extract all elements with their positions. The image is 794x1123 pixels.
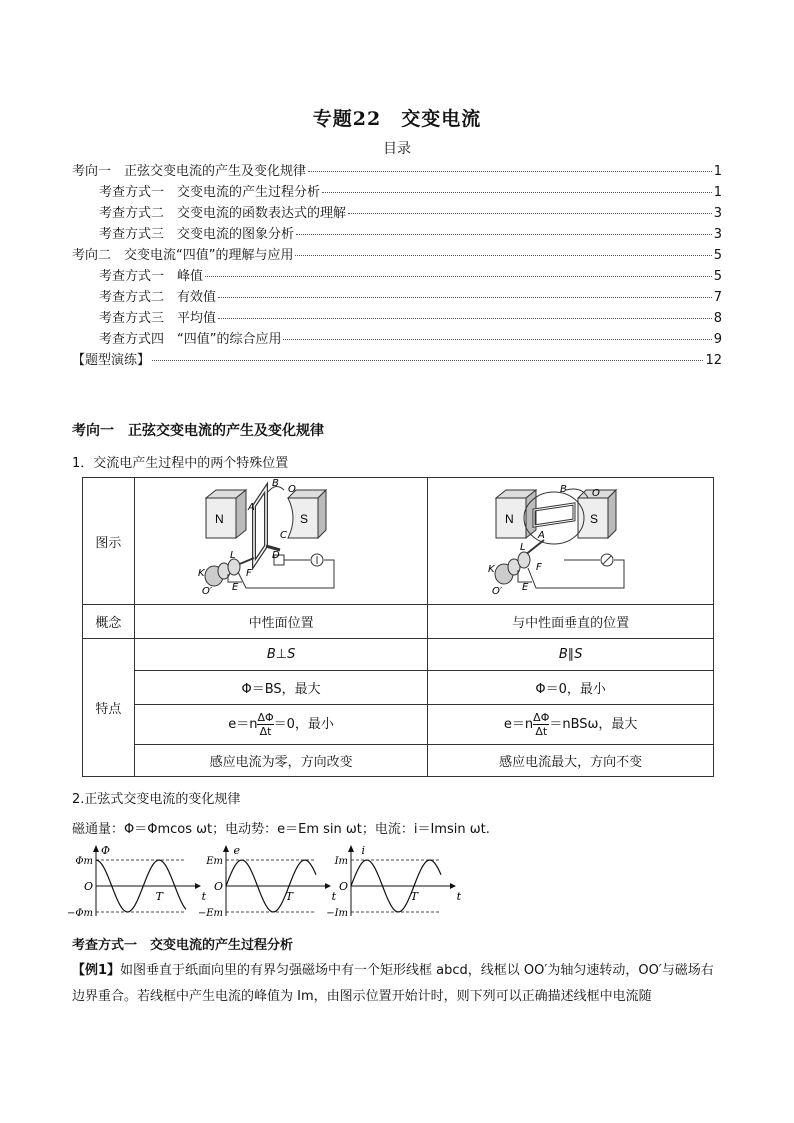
toc-entry[interactable] <box>72 202 722 223</box>
formulas: 磁通量：Φ＝Φmcos ωt；电动势：e＝Em sin ωt；电流：i＝Imsin ωt. <box>72 822 490 837</box>
toc-entry-page: 7 <box>713 290 722 305</box>
period-label: T <box>285 890 293 903</box>
table-row <box>83 671 714 705</box>
feature-right-1: B∥S <box>428 639 714 671</box>
x-axis-label: t <box>456 890 461 903</box>
toc-leader-dots <box>152 360 703 361</box>
label-b: B <box>559 484 567 495</box>
table-row <box>83 605 714 639</box>
label-a: A <box>537 530 545 541</box>
toc-entry-page: 5 <box>713 269 722 284</box>
toc-entry-text: 考向一 正弦交变电流的产生及变化规律 <box>72 164 307 179</box>
subheading: 考查方式一 交变电流的产生过程分析 <box>72 938 294 953</box>
toc-entry[interactable] <box>72 223 722 244</box>
x-axis-arrow <box>325 883 331 889</box>
toc-entry-page: 5 <box>713 248 722 263</box>
feature-left-4: 感应电流为零，方向改变 <box>134 745 428 777</box>
feature-right-2: Φ＝0，最小 <box>428 671 714 705</box>
label-e: E <box>232 582 239 593</box>
label-s: S <box>300 512 309 526</box>
toc-entry-text: 【题型演练】 <box>72 353 151 368</box>
label-c: C <box>280 530 288 541</box>
toc-leader-dots <box>218 318 712 319</box>
toc-entry-text: 考查方式一 交变电流的产生过程分析 <box>99 185 321 200</box>
generator-diagram-right <box>428 478 714 605</box>
toc-leader-dots <box>295 255 711 256</box>
feature-left-1: B⊥S <box>134 639 428 671</box>
emf-prefix: e＝n <box>228 717 258 732</box>
table-row <box>83 705 714 745</box>
y-axis-arrow <box>348 845 354 852</box>
toc-entry-page: 3 <box>713 227 722 242</box>
x-axis-arrow <box>195 883 201 889</box>
fraction <box>533 711 549 738</box>
y-axis-label: i <box>361 844 365 857</box>
peak-label: Em <box>206 856 223 867</box>
toc-entry-text: 考查方式四 “四值”的综合应用 <box>99 332 282 347</box>
toc-leader-dots <box>283 339 711 340</box>
row-label-feature: 特点 <box>83 639 135 777</box>
concept-left: 中性面位置 <box>134 605 428 639</box>
example-label: 【例1】 <box>72 963 121 978</box>
label-k: K <box>198 568 205 579</box>
toc-entry-text: 考查方式一 峰值 <box>99 269 204 284</box>
label-o: O <box>288 484 296 495</box>
label-n: N <box>215 512 224 526</box>
generator-diagram-right-svg <box>466 478 676 600</box>
y-axis-arrow <box>223 845 229 852</box>
label-l: L <box>519 542 526 553</box>
fraction-denominator: Δt <box>259 725 272 738</box>
toc-heading: 目录 <box>383 141 411 157</box>
fraction-numerator: ΔΦ <box>533 711 550 724</box>
fraction <box>257 711 273 738</box>
toc-leader-dots <box>218 297 712 298</box>
label-e: E <box>521 582 528 593</box>
label-l: L <box>230 550 236 561</box>
point-1: 1．交流电产生过程中的两个特殊位置 <box>72 456 289 471</box>
section-heading: 考向一 正弦交变电流的产生及变化规律 <box>72 423 324 439</box>
example-text: 如图垂直于纸面向里的有界匀强磁场中有一个矩形线框 abcd，线框以 OO′为轴匀速转动，OO′与磁场右边界重合。若线框中产生电流的峰值为 Im，由图示位置开始计时，则下列可以正确描述线框中电流随 <box>72 963 714 1004</box>
y-axis-label: Φ <box>100 844 110 857</box>
page-title: 专题22 交变电流 <box>312 108 482 130</box>
example-1 <box>72 958 722 1010</box>
peak-label: Im <box>334 856 348 867</box>
fraction-denominator: Δt <box>535 725 548 738</box>
y-axis-arrow <box>93 845 99 852</box>
feature-right-4: 感应电流最大，方向不变 <box>428 745 714 777</box>
period-label: T <box>155 890 163 903</box>
point-2: 2.正弦式交变电流的变化规律 <box>72 792 241 807</box>
negative-peak-label: −Em <box>197 908 223 919</box>
feature-right-3 <box>428 705 714 745</box>
negative-peak-label: −Φm <box>66 908 93 919</box>
toc-entry-page: 1 <box>713 185 722 200</box>
toc-leader-dots <box>296 234 712 235</box>
label-o: O <box>591 488 600 499</box>
toc-leader-dots <box>322 192 712 193</box>
toc-entry-page: 12 <box>705 353 722 368</box>
x-axis-label: t <box>331 890 336 903</box>
label-k: K <box>487 564 495 575</box>
toc-entry-text: 考查方式三 平均值 <box>99 311 217 326</box>
toc-entry-text: 考查方式三 交变电流的图象分析 <box>99 227 295 242</box>
waveform-graphs <box>66 842 462 922</box>
label-n: N <box>504 512 514 526</box>
emf-suffix: ＝nBSω，最大 <box>549 717 638 732</box>
toc-entry-text: 考查方式二 交变电流的函数表达式的理解 <box>99 206 347 221</box>
table-row <box>83 639 714 671</box>
toc-entry-page: 9 <box>713 332 722 347</box>
label-o-prime: O′ <box>202 586 213 597</box>
emf-prefix: e＝n <box>503 717 534 732</box>
toc-entry[interactable] <box>72 307 722 328</box>
negative-peak-label: −Im <box>326 908 348 919</box>
toc-entry[interactable] <box>72 286 722 307</box>
feature-left-3 <box>134 705 428 745</box>
origin-label: O <box>83 880 93 893</box>
label-s: S <box>589 512 598 526</box>
table-row <box>83 745 714 777</box>
table-row <box>83 478 714 605</box>
period-label: T <box>410 890 418 903</box>
table-of-contents <box>72 160 722 370</box>
origin-label: O <box>338 880 348 893</box>
toc-entry[interactable] <box>72 244 722 265</box>
emf-suffix: ＝0，最小 <box>273 717 334 732</box>
row-label-concept: 概念 <box>83 605 135 639</box>
label-o-prime: O′ <box>491 586 502 597</box>
toc-entry[interactable] <box>72 181 722 202</box>
feature-table <box>82 477 714 777</box>
concept-right: 与中性面垂直的位置 <box>428 605 714 639</box>
toc-entry-text: 考向二 交变电流“四值”的理解与应用 <box>72 248 294 263</box>
origin-label: O <box>213 880 223 893</box>
toc-entry[interactable] <box>72 265 722 286</box>
label-b: B <box>272 478 279 489</box>
x-axis-label: t <box>201 890 206 903</box>
toc-entry[interactable] <box>72 160 722 181</box>
toc-leader-dots <box>205 276 712 277</box>
peak-label: Φm <box>75 856 93 867</box>
label-f: F <box>246 568 252 579</box>
label-a: A <box>248 502 255 513</box>
toc-entry-page: 3 <box>713 206 722 221</box>
y-axis-label: e <box>233 844 240 857</box>
label-f: F <box>535 562 542 573</box>
toc-entry-page: 8 <box>713 311 722 326</box>
toc-entry[interactable] <box>72 349 722 370</box>
toc-leader-dots <box>348 213 712 214</box>
row-label-illustration: 图示 <box>83 478 135 605</box>
toc-entry-page: 1 <box>713 164 722 179</box>
x-axis-arrow <box>450 883 456 889</box>
fraction-numerator: ΔΦ <box>257 711 274 724</box>
generator-diagram-left-svg <box>176 478 386 600</box>
toc-entry[interactable] <box>72 328 722 349</box>
feature-left-2: Φ＝BS，最大 <box>134 671 428 705</box>
label-d: D <box>272 550 280 561</box>
toc-entry-text: 考查方式二 有效值 <box>99 290 217 305</box>
generator-diagram-left <box>134 478 428 605</box>
toc-leader-dots <box>308 171 712 172</box>
